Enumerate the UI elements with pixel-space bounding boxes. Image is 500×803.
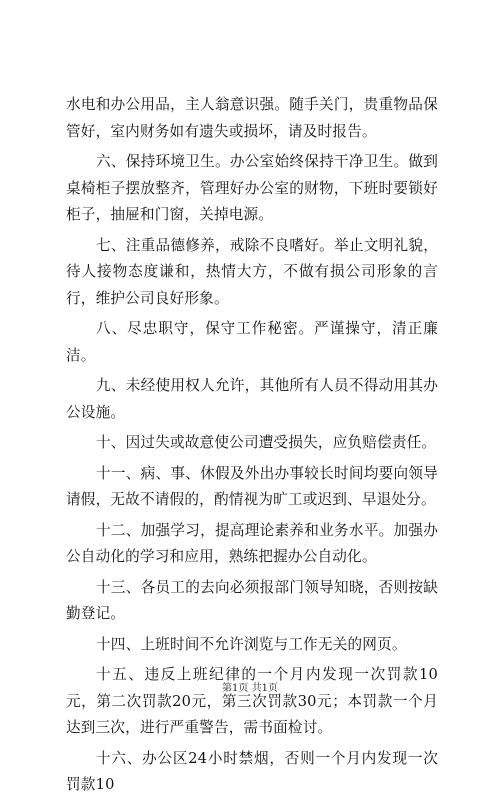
paragraph-continuation: 水电和办公用品，主人翁意识强。随手关门，贵重物品保管好，室内财务如有遗失或损坏，请及时报告。	[66, 96, 438, 140]
document-body	[66, 92, 438, 803]
paragraph-item-15: 十五、违反上班纪律的一个月内发现一次罚款10元，第二次罚款20元，第三次罚款30元；本罚款一个月达到三次，进行严重警告，需书面检讨。	[66, 666, 438, 736]
paragraph-item-10: 十、因过失或故意使公司遭受损失，应负赔偿责任。	[96, 434, 437, 451]
paragraph-item-12: 十二、加强学习，提高理论素养和业务水平。加强办公自动化的学习和应用，熟练把握办公自动化。	[66, 521, 438, 565]
paragraph-item-8: 八、尽忠职守，保守工作秘密。严谨操守，清正廉洁。	[66, 320, 438, 364]
paragraph-item-11: 十一、病、事、休假及外出办事较长时间均要向领导请假，无故不请假的，酌情视为旷工或迟到、早退处分。	[66, 464, 438, 508]
paragraph-item-13: 十三、各员工的去向必须报部门领导知晓，否则按缺勤登记。	[66, 578, 438, 622]
page-footer: 第1页 共1页	[222, 683, 278, 694]
paragraph-item-9: 九、未经使用权人允许，其他所有人员不得动用其办公设施。	[66, 377, 438, 421]
paragraph-item-7: 七、注重品德修养，戒除不良嗜好。举止文明礼貌，待人接物态度谦和，热情大方，不做有损公司形象的言行，维护公司良好形象。	[66, 236, 438, 307]
paragraph-item-6: 六、保持环境卫生。办公室始终保持干净卫生。做到桌椅柜子摆放整齐，管理好办公室的财物，下班时要锁好柜子，抽屉和门窗，关掉电源。	[66, 153, 438, 223]
paragraph-item-16: 十六、办公区24小时禁烟，否则一个月内发现一次罚款10	[66, 749, 438, 793]
paragraph-item-14: 十四、上班时间不允许浏览与工作无关的网页。	[96, 635, 407, 653]
